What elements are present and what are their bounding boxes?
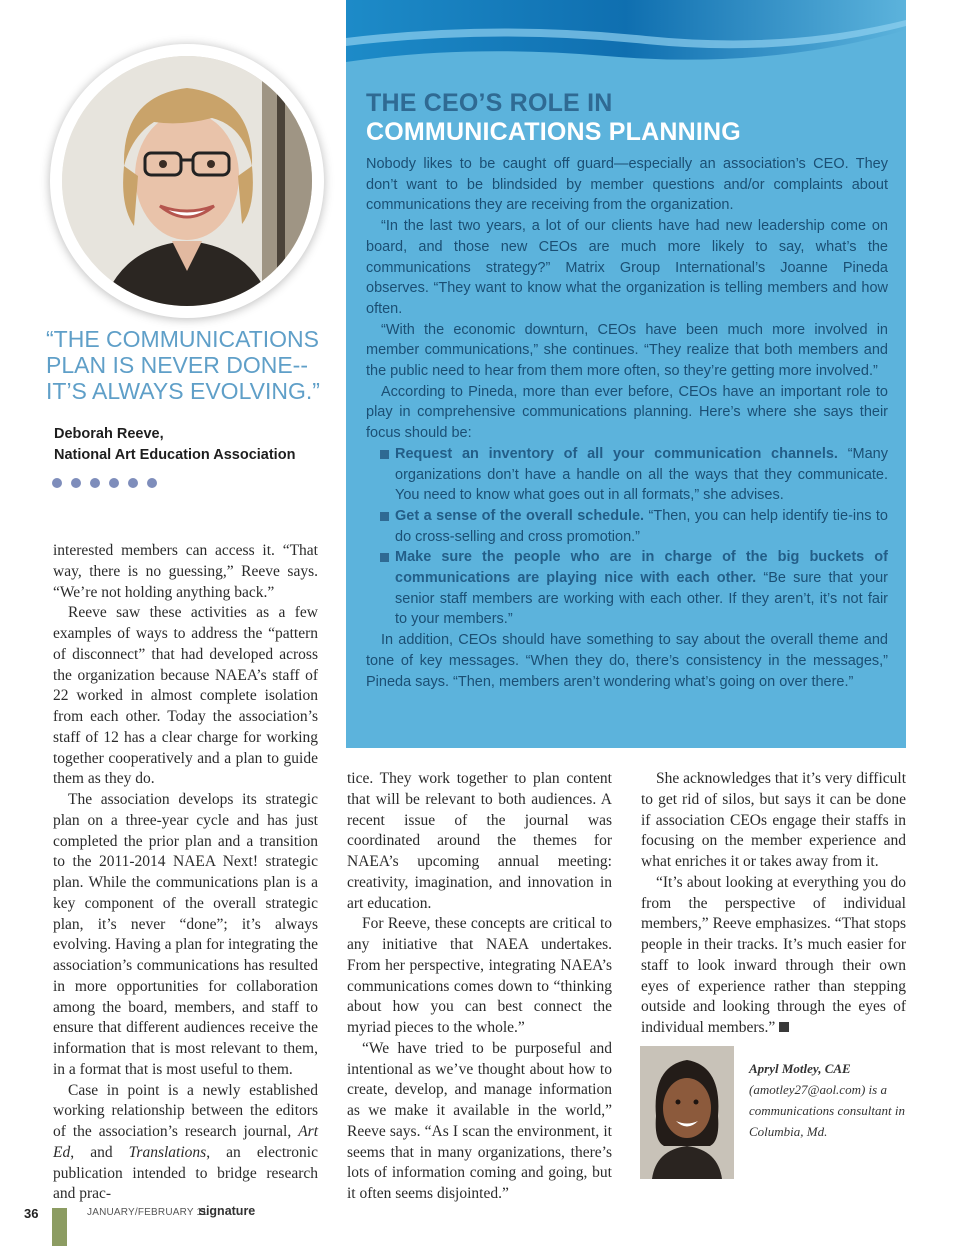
square-bullet-icon (380, 450, 389, 459)
decorative-dots (52, 478, 157, 488)
publication-title: Translations (128, 1143, 207, 1161)
article-column-2 (347, 769, 612, 1205)
article-paragraph: interested members can access it. “That way, there is no guessing,” Reeve says. “We’re not holding anything back.” (53, 542, 318, 601)
text-run: , and (70, 1143, 113, 1161)
sidebar-paragraph: In addition, CEOs should have something to say about the overall theme and tone of key messages. “When they do, there’s consistency in the messages,” Pineda says. “Then, members aren’t wondering what’s going on over there.” (366, 632, 888, 690)
article-paragraph (53, 1081, 318, 1206)
dot-icon (52, 478, 62, 488)
attribution-name: Deborah Reeve, (54, 426, 164, 442)
sidebar-bullet-list (366, 444, 888, 630)
article-paragraph: The association develops its strategic plan on a three-year cycle and has just completed the prior plan and a transition to the 2011-2014 NAEA Next! strategic plan. While the communications plan is a key component of the overall strategic plan, it’s never “done”; it’s always evolving. Having a plan for integrating the association’s communications has resulted in more opportunities for collaboration among the board, members, and staff to ensure that different audiences receive the information that is most relevant to them, in a format that is most useful to them. (53, 791, 318, 1078)
sidebar-paragraph: “In the last two years, a lot of our clients have had new leadership come on board, and those new CEOs are much more likely to say, what’s the communications strategy?” Matrix Group International’s Joanne Pineda observes. “They want to know what the organization is telling members and how often. (366, 218, 888, 317)
attribution-org: National Art Education Association (54, 447, 296, 463)
author-email-line: (amotley27@aol.com) is a (749, 1082, 887, 1097)
sidebar-title-line2: COMMUNICATIONS PLANNING (366, 118, 741, 146)
bullet-lead: Make sure the people who are in charge of the big buckets of communications are playing nice with each other. (395, 549, 888, 587)
quote-attribution (54, 424, 324, 466)
issue-date: JANUARY/FEBRUARY 11 (87, 1207, 208, 1218)
page-number: 36 (24, 1206, 39, 1221)
author-photo-apryl-motley (640, 1046, 734, 1179)
list-item (366, 547, 888, 630)
article-paragraph: Reeve saw these activities as a few examples of ways to address the “pattern of disconnect” that had developed across the organization because NAEA’s staff of 22 worked in almost complete isolation from each other. Today the association’s staff of 12 has a clear charge for working together cooperatively and a plan to guide them as they do. (53, 604, 318, 788)
end-mark-icon (779, 1022, 789, 1032)
magazine-name: signature (199, 1204, 256, 1218)
author-bio-line: Columbia, Md. (749, 1124, 828, 1139)
pull-quote: “THE COMMUNICATIONS PLAN IS NEVER DONE-- IT’S ALWAYS EVOLVING.” (46, 326, 320, 404)
sidebar-paragraph: According to Pineda, more than ever before, CEOs have an important role to play in comprehensive communications planning. Here’s where she says their focus should be: (366, 383, 888, 442)
sidebar-box (346, 0, 906, 748)
sidebar-paragraph: “With the economic downturn, CEOs have been much more involved in member communications,” she continues. “They realize that both members and the public need to hear from them more often, so they’re getting more involved.” (366, 321, 888, 380)
dot-icon (90, 478, 100, 488)
article-paragraph: “We have tried to be purposeful and intentional as we’ve thought about how to create, develop, and manage information as we make it available in the world,” Reeve says. “As I scan the environment, it seems that in many organizations, there’s lots of information coming and going, but it often seems disjointed.” (347, 1039, 612, 1202)
sidebar-title-line1: THE CEO’S ROLE IN (366, 89, 613, 117)
article-column-3 (641, 769, 906, 1039)
bullet-text: “Then, you can help identify tie-ins to do cross-selling and cross promotion.” (395, 507, 888, 545)
text-run: , an electronic publication intended to bridge research and prac- (53, 1143, 318, 1203)
portrait-photo-deborah-reeve (62, 56, 312, 306)
dot-icon (71, 478, 81, 488)
bullet-text: “Be sure that your senior staff members are working with each other. If they aren’t, it’s not fair to your members.” (395, 570, 889, 628)
article-paragraph: tice. They work together to plan content that will be relevant to both audiences. A recent issue of the journal was coordinated around the themes for NAEA’s upcoming annual meeting: creativity, imagination, and innovation in art education. (347, 770, 612, 912)
square-bullet-icon (380, 553, 389, 562)
article-paragraph: She acknowledges that it’s very difficult to get rid of silos, but says it can be done if association CEOs engage their staffs in focusing on the member experience and what enriches it or takes away from it. (641, 770, 906, 870)
article-paragraph (641, 873, 906, 1039)
article-paragraph: For Reeve, these concepts are critical to any initiative that NAEA undertakes. From her perspective, integrating NAEA’s communications comes down to “thinking about how you can best connect the myriad pieces to the whole.” (347, 915, 612, 1036)
article-column-1 (53, 541, 318, 1205)
sidebar-title (366, 89, 896, 147)
author-bio (749, 1058, 909, 1142)
bullet-lead: Request an inventory of all your communication channels. (395, 445, 838, 462)
author-bio-line: communications consultant in (749, 1103, 905, 1118)
bullet-text: “Many organizations don’t have a handle on all the ways that they communicate. You need to know what goes out in all formats,” she advises. (395, 445, 888, 504)
text-run: Case in point is a newly established working relationship between the editors of the association’s research journal, (53, 1081, 318, 1140)
sidebar-paragraph: Nobody likes to be caught off guard—especially an association’s CEO. They don’t want to be blindsided by member questions and/or complaints about communications they are receiving from the organization. (366, 156, 888, 214)
author-name: Apryl Motley, CAE (749, 1061, 851, 1076)
sidebar-body (366, 154, 888, 692)
dot-icon (147, 478, 157, 488)
footer-accent-bar (52, 1208, 67, 1246)
text-run: “It’s about looking at everything you do from the perspective of individual members,” Reeve emphasizes. “That stops people in their tracks. It’s much easier for staff to look inward through their own eyes of experience rather than stepping outside and looking through the eyes of individual members.” (641, 873, 906, 1036)
dot-icon (109, 478, 119, 488)
journal-title: Art Ed (53, 1123, 319, 1161)
list-item (366, 506, 888, 547)
square-bullet-icon (380, 512, 389, 521)
bullet-lead: Get a sense of the overall schedule. (395, 507, 645, 524)
dot-icon (128, 478, 138, 488)
list-item (366, 444, 888, 506)
wave-banner (346, 0, 906, 80)
